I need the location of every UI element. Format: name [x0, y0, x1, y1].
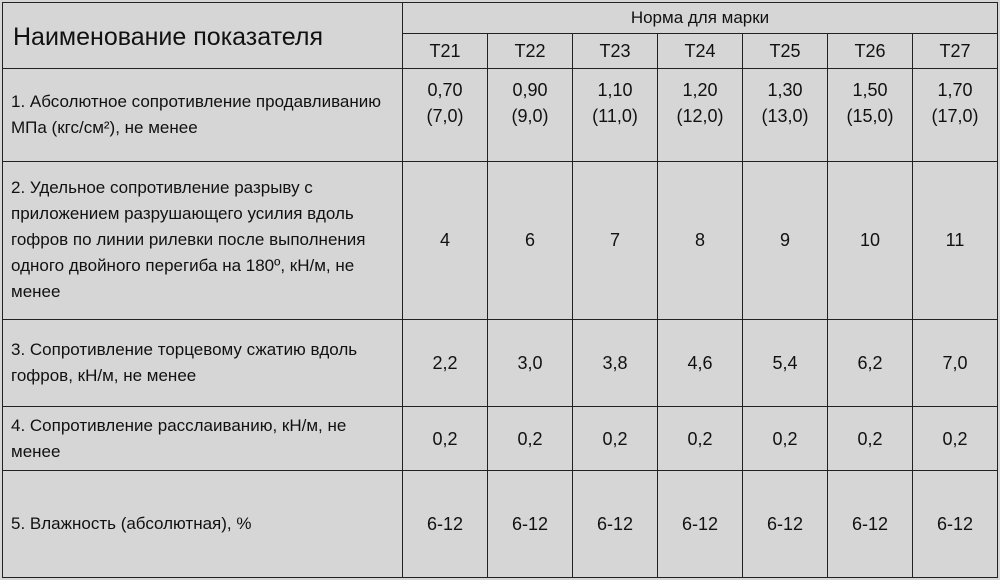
value-cell [488, 69, 573, 162]
value-cell: 6-12 [403, 471, 488, 578]
indicator-name: 2. Удельное сопротивление разрыву с приложением разрушающего усилия вдоль гофров по линии рилевки после выполнения одного двойного перегиба на 180º, кН/м, не менее [3, 161, 403, 320]
value-cell: 4,6 [658, 320, 743, 407]
value-cell: 4 [403, 161, 488, 320]
value-alt: (17,0) [931, 106, 979, 126]
value-cell: 0,2 [658, 406, 743, 470]
indicator-name: 3. Сопротивление торцевому сжатию вдоль гофров, кН/м, не менее [3, 320, 403, 407]
value-cell: 0,2 [828, 406, 913, 470]
grade-header-t23: Т23 [573, 34, 658, 69]
table-row [3, 471, 998, 578]
value-cell [743, 69, 828, 162]
indicator-name-header: Наименование показателя [3, 3, 403, 69]
grade-header-t25: Т25 [743, 34, 828, 69]
value-cell: 6,2 [828, 320, 913, 407]
grade-header-t26: Т26 [828, 34, 913, 69]
value-cell: 7,0 [913, 320, 998, 407]
value-alt: (15,0) [846, 106, 894, 126]
value-cell: 2,2 [403, 320, 488, 407]
value-main: 1,50 [852, 80, 888, 100]
value-cell: 6 [488, 161, 573, 320]
value-cell [403, 69, 488, 162]
value-cell: 5,4 [743, 320, 828, 407]
value-cell: 6-12 [573, 471, 658, 578]
value-cell: 9 [743, 161, 828, 320]
value-cell: 0,2 [488, 406, 573, 470]
value-cell [828, 69, 913, 162]
indicator-name: 5. Влажность (абсолютная), % [3, 471, 403, 578]
value-cell: 0,2 [573, 406, 658, 470]
specification-table [2, 2, 998, 578]
indicator-name: 1. Абсолютное сопротивление продавливанию МПа (кгс/см²), не менее [3, 69, 403, 162]
value-main: 0,90 [512, 80, 548, 100]
value-alt: (13,0) [761, 106, 809, 126]
value-main: 1,10 [597, 80, 633, 100]
value-alt: (12,0) [676, 106, 724, 126]
value-main: 0,70 [427, 80, 463, 100]
value-cell: 3,8 [573, 320, 658, 407]
value-cell: 6-12 [913, 471, 998, 578]
value-alt: (11,0) [592, 106, 638, 126]
grade-header-t27: Т27 [913, 34, 998, 69]
indicator-name: 4. Сопротивление расслаиванию, кН/м, не менее [3, 406, 403, 470]
value-cell [573, 69, 658, 162]
value-cell: 6-12 [488, 471, 573, 578]
grade-header-t21: Т21 [403, 34, 488, 69]
table-row [3, 69, 998, 162]
table-row [3, 320, 998, 407]
table-row [3, 406, 998, 470]
grade-norm-header: Норма для марки [403, 3, 998, 34]
value-cell: 6-12 [658, 471, 743, 578]
value-cell: 10 [828, 161, 913, 320]
value-main: 1,20 [682, 80, 718, 100]
value-cell: 6-12 [743, 471, 828, 578]
value-cell [913, 69, 998, 162]
value-alt: (7,0) [426, 106, 464, 126]
value-main: 1,70 [937, 80, 973, 100]
value-main: 1,30 [767, 80, 803, 100]
value-cell: 7 [573, 161, 658, 320]
header-row-top [3, 3, 998, 34]
value-cell: 8 [658, 161, 743, 320]
value-alt: (9,0) [511, 106, 549, 126]
value-cell: 0,2 [913, 406, 998, 470]
grade-header-t22: Т22 [488, 34, 573, 69]
value-cell: 0,2 [403, 406, 488, 470]
value-cell [658, 69, 743, 162]
value-cell: 6-12 [828, 471, 913, 578]
table-row [3, 161, 998, 320]
grade-header-t24: Т24 [658, 34, 743, 69]
value-cell: 3,0 [488, 320, 573, 407]
value-cell: 0,2 [743, 406, 828, 470]
value-cell: 11 [913, 161, 998, 320]
